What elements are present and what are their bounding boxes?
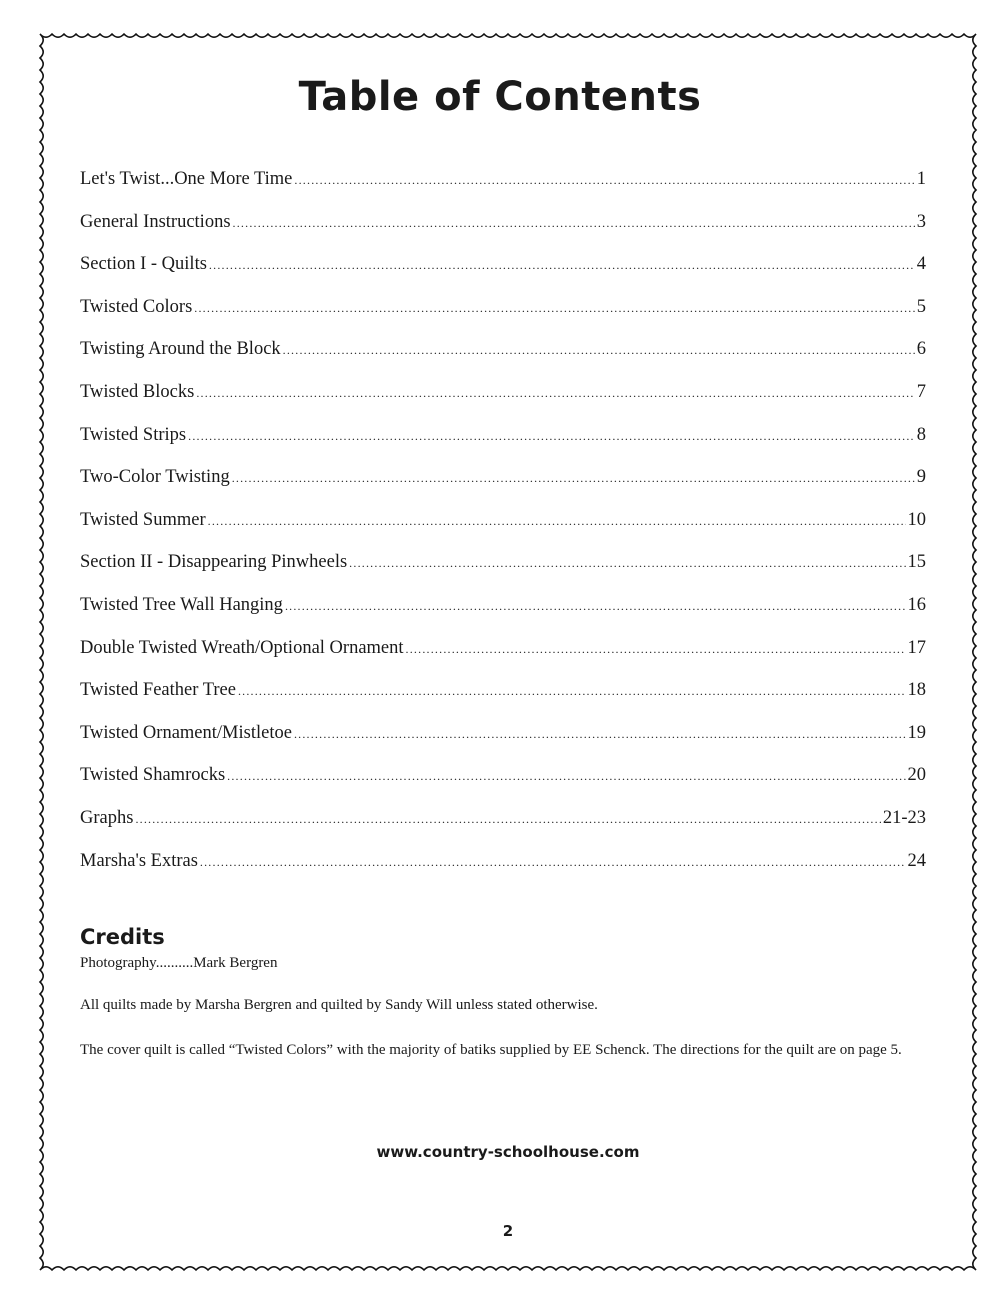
- toc-entry-title: Let's Twist...One More Time: [80, 169, 293, 189]
- dot-leader: [208, 514, 906, 529]
- toc-entry-page: 7: [916, 381, 926, 402]
- toc-entry-title: Marsha's Extras: [80, 850, 198, 871]
- toc-entry-page: 6: [916, 339, 926, 360]
- credits-quilts-note: All quilts made by Marsha Bergren and quilted by Sandy Will unless stated otherwise.: [80, 997, 598, 1013]
- toc-entry-page: 19: [907, 722, 926, 743]
- toc-entry-title: Twisted Ornament/Mistletoe: [80, 722, 292, 743]
- credits-cover-note: The cover quilt is called “Twisted Colors” with the majority of batiks supplied by EE Schenck. The directions for the quilt are on page 5.: [80, 1042, 902, 1058]
- toc-entry-title: Twisting Around the Block: [80, 339, 281, 360]
- toc-entry-title: General Instructions: [80, 211, 231, 232]
- credits-photography: Photography..........Mark Bergren: [80, 955, 278, 971]
- toc-entry-page: 15: [907, 552, 926, 573]
- dot-leader: [294, 173, 914, 188]
- toc-entry-page: 24: [907, 850, 926, 871]
- dot-leader: [283, 343, 915, 358]
- toc-entry-title: Twisted Shamrocks: [80, 765, 226, 786]
- toc-entry: [80, 680, 926, 723]
- toc-entry-title: Section II - Disappearing Pinwheels: [80, 552, 348, 573]
- toc-entry-page: 16: [907, 594, 926, 615]
- toc-entry: [80, 382, 926, 425]
- toc-entry-page: 9: [916, 467, 926, 488]
- dot-leader: [294, 727, 906, 742]
- toc-entry: [80, 638, 926, 681]
- dot-leader: [188, 429, 915, 444]
- toc-entry: [80, 339, 926, 382]
- dot-leader: [194, 301, 914, 316]
- dot-leader: [233, 216, 915, 231]
- toc-entry: [80, 808, 926, 851]
- dot-leader: [406, 642, 906, 657]
- dot-leader: [238, 684, 906, 699]
- toc-entry: [80, 297, 926, 340]
- page-number: 2: [502, 1222, 514, 1240]
- toc-entry-page: 5: [916, 296, 926, 317]
- toc-entry: [80, 212, 926, 255]
- dot-leader: [209, 258, 915, 273]
- toc-entry-title: Twisted Tree Wall Hanging: [80, 594, 283, 615]
- table-of-contents: [80, 169, 926, 893]
- page-title: Table of Contents: [298, 74, 702, 120]
- toc-entry: [80, 467, 926, 510]
- toc-entry-page: 3: [916, 211, 926, 232]
- dot-leader: [285, 599, 906, 614]
- toc-entry-page: 8: [916, 424, 926, 445]
- toc-entry: [80, 765, 926, 808]
- toc-entry: [80, 723, 926, 766]
- credits-heading: Credits: [80, 925, 165, 949]
- toc-entry-page: 18: [907, 680, 926, 701]
- toc-entry-title: Twisted Colors: [80, 296, 193, 317]
- toc-entry: [80, 169, 926, 212]
- website-url: www.country-schoolhouse.com: [376, 1143, 640, 1161]
- toc-entry-page: 10: [907, 509, 926, 530]
- toc-entry-page: 4: [916, 254, 926, 275]
- toc-entry-title: Graphs: [80, 807, 134, 828]
- toc-entry-title: Two-Color Twisting: [80, 467, 230, 488]
- toc-entry-page: 17: [907, 637, 926, 658]
- toc-entry-title: Twisted Strips: [80, 424, 187, 445]
- toc-entry-title: Double Twisted Wreath/Optional Ornament: [80, 637, 404, 658]
- toc-entry-title: Section I - Quilts: [80, 254, 207, 275]
- toc-entry: [80, 425, 926, 468]
- toc-entry: [80, 510, 926, 553]
- dot-leader: [196, 386, 914, 401]
- toc-entry: [80, 254, 926, 297]
- dot-leader: [232, 471, 915, 486]
- toc-entry-page: 21-23: [882, 807, 926, 828]
- toc-entry: [80, 851, 926, 894]
- dot-leader: [135, 812, 880, 827]
- dot-leader: [227, 769, 905, 784]
- toc-entry-page: 1: [916, 169, 926, 189]
- toc-entry-page: 20: [907, 765, 926, 786]
- toc-entry: [80, 552, 926, 595]
- toc-entry-title: Twisted Blocks: [80, 381, 195, 402]
- toc-entry-title: Twisted Feather Tree: [80, 680, 236, 701]
- dot-leader: [349, 556, 905, 571]
- dot-leader: [200, 855, 906, 870]
- toc-entry: [80, 595, 926, 638]
- toc-entry-title: Twisted Summer: [80, 509, 206, 530]
